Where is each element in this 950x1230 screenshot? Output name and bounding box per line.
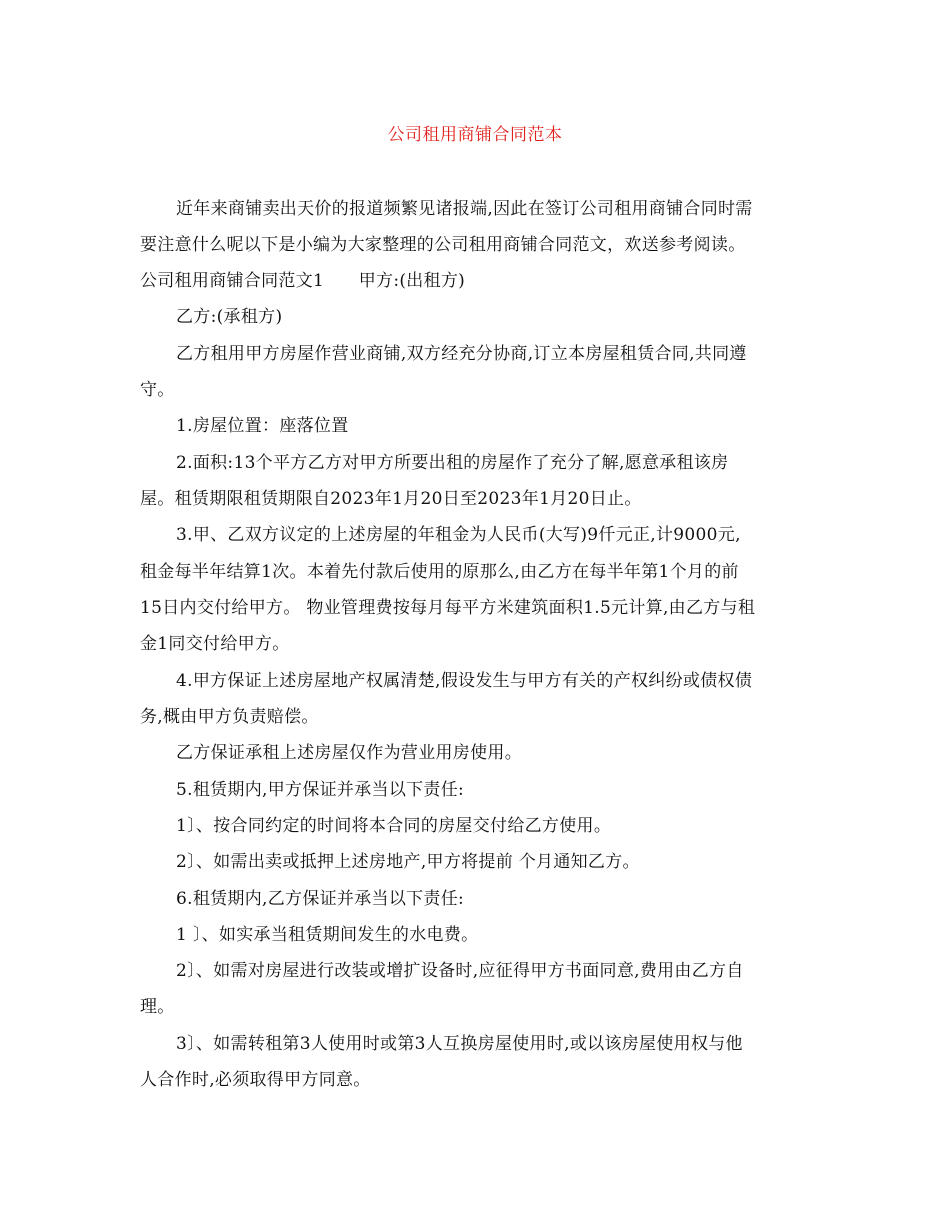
paragraph-line: 4.甲方保证上述房屋地产权属清楚,假设发生与甲方有关的产权纠纷或债权债 [176,671,753,691]
paragraph-line: 乙方租用甲方房屋作营业商铺,双方经充分协商,订立本房屋租赁合同,共同遵 [176,344,747,364]
paragraph-line: 守。 [140,380,175,400]
paragraph-line: 2〕、如需对房屋进行改装或增扩设备时,应征得甲方书面同意,费用由乙方自 [176,961,744,981]
paragraph-line: 公司租用商铺合同范文1 甲方:(出租方) [140,271,466,291]
paragraph-line: 人合作时,必须取得甲方同意。 [140,1070,371,1090]
paragraph-line: 3.甲、乙双方议定的上述房屋的年租金为人民币(大写)9仟元正,计9000元, [176,525,741,545]
paragraph-line: 屋。租赁期限租赁期限自2023年1月20日至2023年1月20日止。 [140,489,642,509]
paragraph-line: 5.租赁期内,甲方保证并承当以下责任: [176,780,465,800]
paragraph-line: 金1同交付给甲方。 [140,634,290,654]
paragraph-line: 1.房屋位置：座落位置 [176,416,349,436]
paragraph-line: 3〕、如需转租第3人使用时或第3人互换房屋使用时,或以该房屋使用权与他 [176,1034,743,1054]
paragraph-line: 务,概由甲方负责赔偿。 [140,707,319,727]
paragraph-line: 15日内交付给甲方。 物业管理费按每月每平方米建筑面积1.5元计算,由乙方与租 [140,598,756,618]
paragraph-line: 1 〕、如实承当租赁期间发生的水电费。 [176,925,479,945]
paragraph-line: 2.面积:13个平方乙方对甲方所要出租的房屋作了充分了解,愿意承租该房 [176,453,729,473]
document-title: 公司租用商铺合同范本 [387,125,563,145]
paragraph-line: 租金每半年结算1次。本着先付款后使用的原那么,由乙方在每半年第1个月的前 [140,562,739,582]
paragraph-line: 近年来商铺卖出天价的报道频繁见诸报端,因此在签订公司租用商铺合同时需 [176,199,753,219]
paragraph-line: 要注意什么呢以下是小编为大家整理的公司租用商铺合同范文，欢送参考阅读。 [140,235,746,255]
paragraph-line: 乙方:(承租方) [176,307,283,327]
paragraph-line: 6.租赁期内,乙方保证并承当以下责任: [176,889,465,909]
paragraph-line: 理。 [140,997,175,1017]
paragraph-line: 乙方保证承租上述房屋仅作为营业用房使用。 [176,743,522,763]
paragraph-line: 2〕、如需出卖或抵押上述房地产,甲方将提前 个月通知乙方。 [176,852,640,872]
paragraph-line: 1〕、按合同约定的时间将本合同的房屋交付给乙方使用。 [176,816,612,836]
